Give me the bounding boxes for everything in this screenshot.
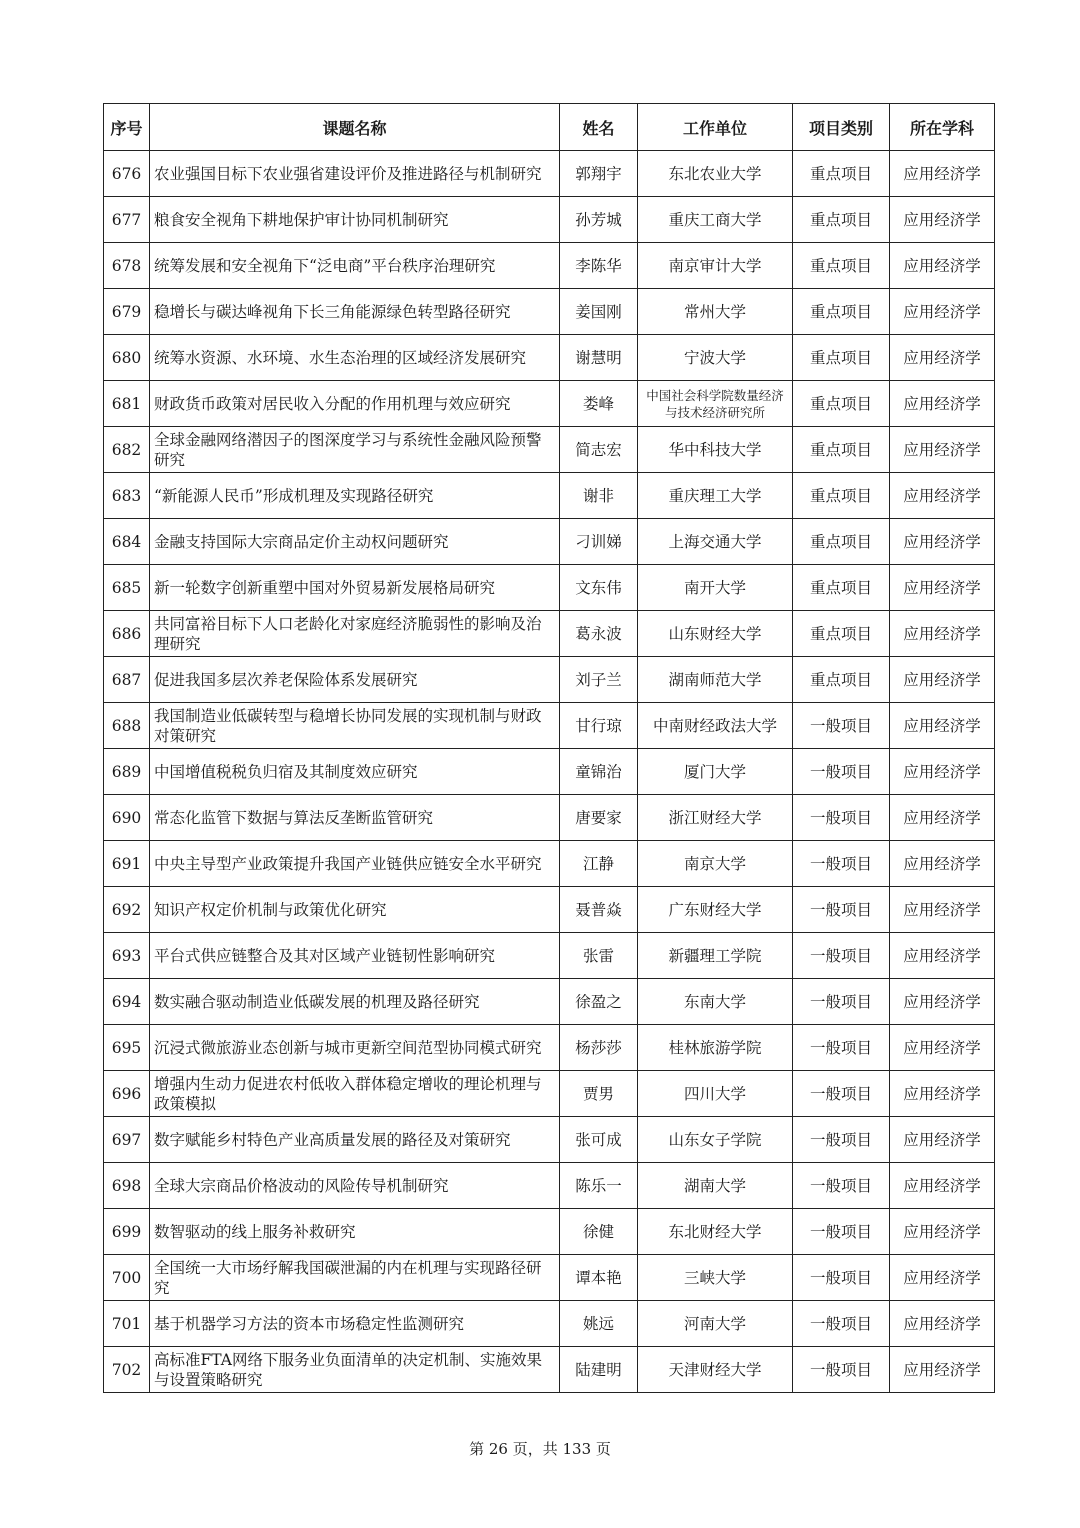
cell-name: 娄峰 xyxy=(560,381,638,427)
project-table xyxy=(103,103,995,1393)
cell-no: 694 xyxy=(104,979,150,1025)
cell-title: 平台式供应链整合及其对区域产业链韧性影响研究 xyxy=(150,933,560,979)
table-row xyxy=(104,1347,995,1393)
cell-category: 重点项目 xyxy=(793,565,890,611)
table-body xyxy=(104,151,995,1393)
cell-title: 常态化监管下数据与算法反垄断监管研究 xyxy=(150,795,560,841)
cell-unit: 湖南大学 xyxy=(638,1163,793,1209)
table-row xyxy=(104,197,995,243)
cell-name: 聂普焱 xyxy=(560,887,638,933)
cell-name: 姚远 xyxy=(560,1301,638,1347)
cell-name: 张雷 xyxy=(560,933,638,979)
cell-unit: 上海交通大学 xyxy=(638,519,793,565)
table-row xyxy=(104,795,995,841)
table-row xyxy=(104,381,995,427)
table-row xyxy=(104,703,995,749)
cell-title: “新能源人民币”形成机理及实现路径研究 xyxy=(150,473,560,519)
cell-unit: 宁波大学 xyxy=(638,335,793,381)
cell-discipline: 应用经济学 xyxy=(890,611,995,657)
table-row xyxy=(104,519,995,565)
cell-category: 重点项目 xyxy=(793,335,890,381)
cell-unit: 南开大学 xyxy=(638,565,793,611)
cell-title: 粮食安全视角下耕地保护审计协同机制研究 xyxy=(150,197,560,243)
cell-title: 高标准FTA网络下服务业负面清单的决定机制、实施效果与设置策略研究 xyxy=(150,1347,560,1393)
header-name: 姓名 xyxy=(560,104,638,151)
cell-discipline: 应用经济学 xyxy=(890,1255,995,1301)
header-category: 项目类别 xyxy=(793,104,890,151)
cell-category: 一般项目 xyxy=(793,1163,890,1209)
cell-category: 重点项目 xyxy=(793,197,890,243)
table-row xyxy=(104,1071,995,1117)
header-discipline: 所在学科 xyxy=(890,104,995,151)
cell-no: 680 xyxy=(104,335,150,381)
cell-category: 一般项目 xyxy=(793,887,890,933)
table-row xyxy=(104,933,995,979)
cell-no: 679 xyxy=(104,289,150,335)
cell-category: 一般项目 xyxy=(793,1071,890,1117)
cell-name: 张可成 xyxy=(560,1117,638,1163)
cell-no: 689 xyxy=(104,749,150,795)
cell-discipline: 应用经济学 xyxy=(890,1163,995,1209)
cell-discipline: 应用经济学 xyxy=(890,1301,995,1347)
table-row xyxy=(104,1301,995,1347)
table-row xyxy=(104,151,995,197)
cell-title: 统筹水资源、水环境、水生态治理的区域经济发展研究 xyxy=(150,335,560,381)
cell-title: 全球大宗商品价格波动的风险传导机制研究 xyxy=(150,1163,560,1209)
table-row xyxy=(104,841,995,887)
cell-title: 基于机器学习方法的资本市场稳定性监测研究 xyxy=(150,1301,560,1347)
cell-category: 一般项目 xyxy=(793,1209,890,1255)
table-row xyxy=(104,1255,995,1301)
table-row xyxy=(104,243,995,289)
cell-category: 一般项目 xyxy=(793,1347,890,1393)
cell-category: 一般项目 xyxy=(793,1117,890,1163)
cell-title: 新一轮数字创新重塑中国对外贸易新发展格局研究 xyxy=(150,565,560,611)
cell-discipline: 应用经济学 xyxy=(890,335,995,381)
cell-discipline: 应用经济学 xyxy=(890,933,995,979)
cell-title: 数实融合驱动制造业低碳发展的机理及路径研究 xyxy=(150,979,560,1025)
table-row xyxy=(104,1163,995,1209)
cell-category: 一般项目 xyxy=(793,749,890,795)
cell-unit: 湖南师范大学 xyxy=(638,657,793,703)
table-row xyxy=(104,335,995,381)
cell-category: 重点项目 xyxy=(793,519,890,565)
cell-name: 陈乐一 xyxy=(560,1163,638,1209)
cell-no: 687 xyxy=(104,657,150,703)
cell-no: 685 xyxy=(104,565,150,611)
cell-unit: 天津财经大学 xyxy=(638,1347,793,1393)
cell-unit: 东南大学 xyxy=(638,979,793,1025)
cell-unit: 新疆理工学院 xyxy=(638,933,793,979)
cell-no: 693 xyxy=(104,933,150,979)
cell-category: 一般项目 xyxy=(793,1255,890,1301)
cell-category: 重点项目 xyxy=(793,657,890,703)
cell-discipline: 应用经济学 xyxy=(890,703,995,749)
cell-category: 重点项目 xyxy=(793,381,890,427)
cell-title: 全国统一大市场纾解我国碳泄漏的内在机理与实现路径研究 xyxy=(150,1255,560,1301)
cell-title: 增强内生动力促进农村低收入群体稳定增收的理论机理与政策模拟 xyxy=(150,1071,560,1117)
cell-discipline: 应用经济学 xyxy=(890,197,995,243)
cell-no: 676 xyxy=(104,151,150,197)
cell-title: 全球金融网络潜因子的图深度学习与系统性金融风险预警研究 xyxy=(150,427,560,473)
cell-category: 一般项目 xyxy=(793,795,890,841)
cell-name: 李陈华 xyxy=(560,243,638,289)
cell-unit: 广东财经大学 xyxy=(638,887,793,933)
cell-category: 一般项目 xyxy=(793,1301,890,1347)
cell-discipline: 应用经济学 xyxy=(890,519,995,565)
table-row xyxy=(104,657,995,703)
cell-discipline: 应用经济学 xyxy=(890,657,995,703)
cell-category: 一般项目 xyxy=(793,841,890,887)
cell-title: 数智驱动的线上服务补救研究 xyxy=(150,1209,560,1255)
cell-unit: 山东女子学院 xyxy=(638,1117,793,1163)
cell-discipline: 应用经济学 xyxy=(890,1347,995,1393)
table-row xyxy=(104,565,995,611)
page-footer: 第 26 页，共 133 页 xyxy=(469,1440,611,1458)
cell-name: 文东伟 xyxy=(560,565,638,611)
cell-no: 691 xyxy=(104,841,150,887)
cell-discipline: 应用经济学 xyxy=(890,1209,995,1255)
cell-name: 孙芳城 xyxy=(560,197,638,243)
cell-unit: 华中科技大学 xyxy=(638,427,793,473)
cell-discipline: 应用经济学 xyxy=(890,1025,995,1071)
cell-name: 谢慧明 xyxy=(560,335,638,381)
cell-name: 刘子兰 xyxy=(560,657,638,703)
cell-no: 700 xyxy=(104,1255,150,1301)
cell-unit: 南京审计大学 xyxy=(638,243,793,289)
cell-discipline: 应用经济学 xyxy=(890,381,995,427)
cell-name: 徐盈之 xyxy=(560,979,638,1025)
table-row xyxy=(104,749,995,795)
cell-no: 681 xyxy=(104,381,150,427)
cell-name: 徐健 xyxy=(560,1209,638,1255)
cell-discipline: 应用经济学 xyxy=(890,565,995,611)
cell-unit: 浙江财经大学 xyxy=(638,795,793,841)
cell-category: 重点项目 xyxy=(793,611,890,657)
cell-no: 690 xyxy=(104,795,150,841)
cell-title: 数字赋能乡村特色产业高质量发展的路径及对策研究 xyxy=(150,1117,560,1163)
cell-name: 甘行琼 xyxy=(560,703,638,749)
cell-unit: 南京大学 xyxy=(638,841,793,887)
cell-discipline: 应用经济学 xyxy=(890,979,995,1025)
cell-discipline: 应用经济学 xyxy=(890,887,995,933)
table-row xyxy=(104,427,995,473)
cell-discipline: 应用经济学 xyxy=(890,795,995,841)
cell-title: 统筹发展和安全视角下“泛电商”平台秩序治理研究 xyxy=(150,243,560,289)
table-row xyxy=(104,289,995,335)
table-header-row xyxy=(104,104,995,151)
cell-category: 重点项目 xyxy=(793,473,890,519)
cell-discipline: 应用经济学 xyxy=(890,473,995,519)
table-row xyxy=(104,611,995,657)
cell-discipline: 应用经济学 xyxy=(890,841,995,887)
cell-no: 701 xyxy=(104,1301,150,1347)
cell-unit: 东北财经大学 xyxy=(638,1209,793,1255)
cell-name: 简志宏 xyxy=(560,427,638,473)
cell-unit: 河南大学 xyxy=(638,1301,793,1347)
cell-category: 一般项目 xyxy=(793,979,890,1025)
cell-no: 683 xyxy=(104,473,150,519)
cell-no: 697 xyxy=(104,1117,150,1163)
cell-no: 688 xyxy=(104,703,150,749)
cell-title: 我国制造业低碳转型与稳增长协同发展的实现机制与财政对策研究 xyxy=(150,703,560,749)
cell-unit: 桂林旅游学院 xyxy=(638,1025,793,1071)
cell-category: 重点项目 xyxy=(793,243,890,289)
cell-no: 702 xyxy=(104,1347,150,1393)
cell-title: 知识产权定价机制与政策优化研究 xyxy=(150,887,560,933)
cell-no: 699 xyxy=(104,1209,150,1255)
cell-discipline: 应用经济学 xyxy=(890,427,995,473)
table-row xyxy=(104,887,995,933)
cell-title: 中国增值税税负归宿及其制度效应研究 xyxy=(150,749,560,795)
cell-no: 677 xyxy=(104,197,150,243)
cell-no: 684 xyxy=(104,519,150,565)
cell-unit: 中南财经政法大学 xyxy=(638,703,793,749)
cell-unit: 四川大学 xyxy=(638,1071,793,1117)
cell-name: 贾男 xyxy=(560,1071,638,1117)
table-row xyxy=(104,1117,995,1163)
cell-name: 葛永波 xyxy=(560,611,638,657)
cell-no: 678 xyxy=(104,243,150,289)
cell-category: 重点项目 xyxy=(793,289,890,335)
cell-name: 郭翔宇 xyxy=(560,151,638,197)
cell-title: 稳增长与碳达峰视角下长三角能源绿色转型路径研究 xyxy=(150,289,560,335)
cell-name: 陆建明 xyxy=(560,1347,638,1393)
cell-unit: 重庆工商大学 xyxy=(638,197,793,243)
header-no: 序号 xyxy=(104,104,150,151)
cell-unit: 常州大学 xyxy=(638,289,793,335)
cell-title: 农业强国目标下农业强省建设评价及推进路径与机制研究 xyxy=(150,151,560,197)
cell-no: 698 xyxy=(104,1163,150,1209)
cell-discipline: 应用经济学 xyxy=(890,749,995,795)
cell-discipline: 应用经济学 xyxy=(890,1117,995,1163)
cell-name: 谢非 xyxy=(560,473,638,519)
cell-name: 谭本艳 xyxy=(560,1255,638,1301)
cell-no: 686 xyxy=(104,611,150,657)
cell-title: 金融支持国际大宗商品定价主动权问题研究 xyxy=(150,519,560,565)
table-row xyxy=(104,1209,995,1255)
cell-discipline: 应用经济学 xyxy=(890,1071,995,1117)
header-title: 课题名称 xyxy=(150,104,560,151)
table-row xyxy=(104,979,995,1025)
cell-unit: 东北农业大学 xyxy=(638,151,793,197)
table-row xyxy=(104,473,995,519)
header-unit: 工作单位 xyxy=(638,104,793,151)
cell-unit: 中国社会科学院数量经济与技术经济研究所 xyxy=(638,381,793,427)
cell-no: 692 xyxy=(104,887,150,933)
cell-title: 沉浸式微旅游业态创新与城市更新空间范型协同模式研究 xyxy=(150,1025,560,1071)
table-row xyxy=(104,1025,995,1071)
cell-name: 唐要家 xyxy=(560,795,638,841)
cell-category: 重点项目 xyxy=(793,427,890,473)
cell-no: 682 xyxy=(104,427,150,473)
cell-unit: 山东财经大学 xyxy=(638,611,793,657)
cell-unit: 重庆理工大学 xyxy=(638,473,793,519)
cell-title: 中央主导型产业政策提升我国产业链供应链安全水平研究 xyxy=(150,841,560,887)
cell-category: 一般项目 xyxy=(793,1025,890,1071)
cell-no: 696 xyxy=(104,1071,150,1117)
cell-title: 共同富裕目标下人口老龄化对家庭经济脆弱性的影响及治理研究 xyxy=(150,611,560,657)
cell-unit: 厦门大学 xyxy=(638,749,793,795)
cell-name: 江静 xyxy=(560,841,638,887)
cell-title: 财政货币政策对居民收入分配的作用机理与效应研究 xyxy=(150,381,560,427)
cell-name: 童锦治 xyxy=(560,749,638,795)
cell-name: 刁训娣 xyxy=(560,519,638,565)
cell-no: 695 xyxy=(104,1025,150,1071)
cell-category: 重点项目 xyxy=(793,151,890,197)
cell-category: 一般项目 xyxy=(793,933,890,979)
cell-discipline: 应用经济学 xyxy=(890,243,995,289)
cell-title: 促进我国多层次养老保险体系发展研究 xyxy=(150,657,560,703)
cell-discipline: 应用经济学 xyxy=(890,151,995,197)
cell-unit: 三峡大学 xyxy=(638,1255,793,1301)
cell-discipline: 应用经济学 xyxy=(890,289,995,335)
cell-name: 杨莎莎 xyxy=(560,1025,638,1071)
cell-name: 姜国刚 xyxy=(560,289,638,335)
cell-category: 一般项目 xyxy=(793,703,890,749)
